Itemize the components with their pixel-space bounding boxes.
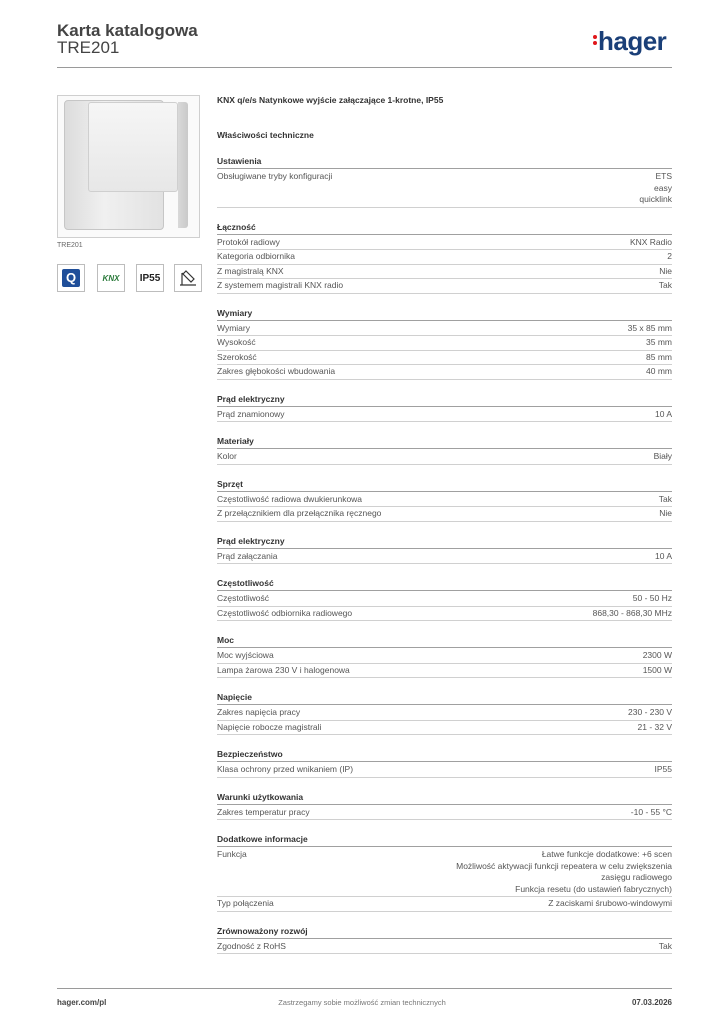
spec-label: Częstotliwość: [217, 593, 269, 603]
spec-value: [456, 849, 672, 895]
spec-label: Klasa ochrony przed wnikaniem (IP): [217, 764, 354, 774]
spec-label: Częstotliwość odbiornika radiowego: [217, 607, 353, 618]
spec-value-line: Łatwe funkcje dodatkowe: +6 scen: [541, 849, 672, 859]
spec-value-line: ETS: [655, 171, 672, 181]
product-code: TRE201: [57, 38, 120, 57]
section-title: Sprzęt: [217, 478, 243, 489]
product-image: [57, 95, 200, 238]
spec-value: [659, 494, 672, 506]
row-divider: [217, 464, 672, 465]
spec-value: [638, 722, 673, 734]
row-divider: [217, 734, 672, 735]
section-divider: [217, 491, 672, 492]
section-title: Bezpieczeństwo: [217, 749, 283, 759]
row-divider: [217, 819, 672, 820]
row-divider: [217, 896, 672, 897]
spec-value: [639, 171, 672, 206]
section-title: Wymiary: [217, 307, 253, 318]
spec-value: [631, 807, 672, 819]
spec-value-line: 50 - 50 Hz: [632, 593, 672, 603]
spec-label: Zakres napięcia pracy: [217, 707, 301, 717]
spec-label: Z przełącznikiem dla przełącznika ręcznego: [217, 508, 382, 518]
row-divider: [217, 720, 672, 721]
spec-value-line: 85 mm: [646, 351, 672, 362]
spec-value-line: 10 A: [654, 408, 672, 419]
spec-label: Z magistralą KNX: [217, 265, 284, 276]
spec-value: [659, 941, 672, 953]
section-divider: [217, 320, 672, 321]
row-divider: [217, 264, 672, 265]
spec-value-line: 40 mm: [646, 366, 672, 376]
row-divider: [217, 249, 672, 250]
ip55-icon: IP55: [136, 264, 164, 292]
spec-label: Z systemem magistrali KNX radio: [217, 280, 344, 290]
spec-value: [667, 251, 672, 263]
section-divider: [217, 548, 672, 549]
product-title: KNX q/e/s Natynkowe wyjście załączające 1-krotne, IP55: [217, 95, 444, 105]
spec-label: Moc wyjściowa: [217, 650, 274, 660]
spec-value-line: 35 mm: [646, 337, 672, 347]
spec-value-line: quicklink: [639, 194, 672, 204]
spec-value-line: Z zaciskami śrubowo-windowymi: [548, 898, 672, 908]
spec-value-line: 2300 W: [642, 650, 672, 660]
section-title: Prąd elektryczny: [217, 393, 285, 404]
spec-value-line: 35 x 85 mm: [627, 322, 672, 333]
knx-icon: KNX: [97, 264, 125, 292]
row-divider: [217, 364, 672, 365]
row-divider: [217, 677, 672, 678]
spec-value: [628, 323, 672, 335]
row-divider: [217, 335, 672, 336]
header-divider: [57, 67, 672, 68]
spec-value-line: Możliwość aktywacji funkcji repeatera w celu zwiększenia: [456, 860, 672, 871]
section-divider: [217, 590, 672, 591]
spec-value-line: 2: [667, 251, 672, 261]
spec-value-line: Tak: [658, 280, 672, 290]
spec-value-line: 230 - 230 V: [628, 707, 672, 717]
spec-value-line: 868,30 - 868,30 MHz: [592, 607, 672, 618]
section-divider: [217, 168, 672, 169]
spec-value-line: IP55: [654, 764, 672, 774]
spec-label: Kategoria odbiornika: [217, 251, 295, 261]
row-divider: [217, 777, 672, 778]
spec-value-line: zasięgu radiowego: [601, 872, 672, 882]
spec-value-line: Tak: [658, 940, 672, 951]
row-divider: [217, 563, 672, 564]
spec-label: Protokół radiowy: [217, 236, 280, 247]
section-title: Prąd elektryczny: [217, 535, 285, 546]
spec-label: Wymiary: [217, 322, 250, 333]
spec-value-line: 1500 W: [642, 664, 672, 675]
footer-divider: [57, 988, 672, 989]
row-divider: [217, 207, 672, 208]
spec-label: Lampa żarowa 230 V i halogenowa: [217, 664, 350, 675]
section-divider: [217, 804, 672, 805]
spec-label: Wysokość: [217, 337, 256, 347]
row-divider: [217, 278, 672, 279]
spec-value: [643, 665, 672, 677]
row-divider: [217, 911, 672, 912]
spec-label: Prąd znamionowy: [217, 408, 285, 419]
spec-value-line: 21 - 32 V: [637, 721, 672, 732]
spec-value: [630, 237, 672, 249]
logo-dots-icon: [593, 33, 597, 47]
spec-label: Częstotliwość radiowa dwukierunkowa: [217, 493, 363, 504]
footer-url[interactable]: hager.com/pl: [57, 998, 107, 1007]
spec-label: Typ połączenia: [217, 898, 274, 908]
spec-value: [593, 608, 672, 620]
spec-label: Prąd załączania: [217, 550, 278, 561]
spec-value: [646, 337, 672, 349]
spec-value: [654, 451, 672, 463]
section-title: Ustawienia: [217, 156, 262, 166]
spec-value-line: 10 A: [654, 550, 672, 561]
footer-date: 07.03.2026: [631, 998, 672, 1007]
section-divider: [217, 647, 672, 648]
section-divider: [217, 234, 672, 235]
row-divider: [217, 953, 672, 954]
spec-value: [633, 593, 672, 605]
section-divider: [217, 406, 672, 407]
row-divider: [217, 293, 672, 294]
section-divider: [217, 938, 672, 939]
spec-value: [646, 352, 672, 364]
surface-mount-icon: [174, 264, 202, 292]
row-divider: [217, 379, 672, 380]
spec-label: Obsługiwane tryby konfiguracji: [217, 171, 333, 181]
spec-value-line: KNX Radio: [629, 236, 672, 247]
section-title: Warunki użytkowania: [217, 791, 304, 802]
spec-value: [659, 266, 672, 278]
spec-label: Szerokość: [217, 351, 257, 362]
spec-value: [646, 366, 672, 378]
spec-value-line: Nie: [659, 508, 672, 518]
hager-logo: [593, 26, 666, 57]
row-divider: [217, 350, 672, 351]
section-title: Moc: [217, 635, 234, 645]
spec-value: [643, 650, 672, 662]
row-divider: [217, 506, 672, 507]
section-title: Częstotliwość: [217, 578, 274, 588]
section-title: Łączność: [217, 221, 256, 232]
product-image-caption: TRE201: [57, 242, 83, 249]
spec-value: [655, 409, 672, 421]
spec-value: [655, 551, 672, 563]
spec-value: [628, 707, 672, 719]
footer-notice: Zastrzegamy sobie możliwość zmian technicznych: [278, 998, 446, 1007]
spec-value-line: Funkcja resetu (do ustawień fabrycznych): [515, 883, 672, 894]
row-divider: [217, 521, 672, 522]
section-divider: [217, 761, 672, 762]
section-title: Dodatkowe informacje: [217, 834, 308, 844]
spec-label: Funkcja: [217, 849, 247, 859]
page-title: Karta katalogowa: [57, 21, 198, 40]
row-divider: [217, 663, 672, 664]
logo-text: hager: [598, 26, 667, 56]
row-divider: [217, 606, 672, 607]
spec-label: Zgodność z RoHS: [217, 940, 286, 951]
spec-value: [655, 764, 673, 776]
spec-value: [548, 898, 672, 910]
spec-label: Zakres głębokości wbudowania: [217, 366, 336, 376]
section-divider: [217, 448, 672, 449]
tech-properties-heading: Właściwości techniczne: [217, 130, 314, 140]
spec-value-line: Tak: [658, 493, 672, 504]
section-divider: [217, 704, 672, 705]
spec-value-line: -10 - 55 °C: [630, 806, 672, 817]
spec-value-line: Biały: [653, 451, 672, 461]
spec-value-line: Nie: [659, 265, 672, 276]
spec-value-line: easy: [654, 182, 672, 193]
section-title: Materiały: [217, 436, 254, 446]
spec-label: Zakres temperatur pracy: [217, 806, 310, 817]
spec-label: Napięcie robocze magistrali: [217, 721, 322, 732]
spec-value: [659, 280, 672, 292]
section-divider: [217, 846, 672, 847]
section-title: Zrównoważony rozwój: [217, 925, 308, 936]
row-divider: [217, 620, 672, 621]
spec-label: Kolor: [217, 451, 237, 461]
section-title: Napięcie: [217, 692, 252, 702]
row-divider: [217, 421, 672, 422]
quicklink-icon: Q: [57, 264, 85, 292]
spec-value: [659, 508, 672, 520]
